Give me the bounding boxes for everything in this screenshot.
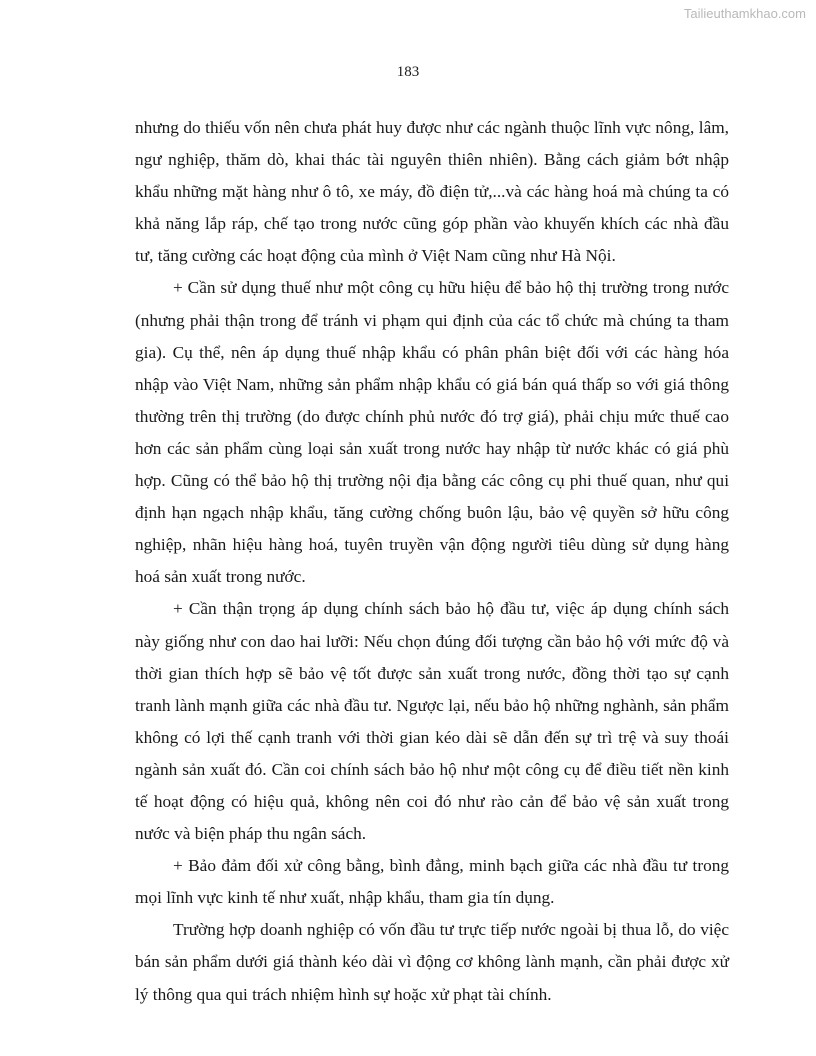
paragraph-tax-protection: + Cần sử dụng thuế như một công cụ hữu hiệu để bảo hộ thị trường trong nước (nhưng phải thận trong để tránh vi phạm qui định của các tổ chức mà chúng ta tham gia). Cụ thể, nên áp dụng thuế nhập khẩu có phân phân biệt đối với các hàng hóa nhập vào Việt Nam, những sản phẩm nhập khẩu có giá bán quá thấp so với giá thông thường trên thị trường (do được chính phủ nước đó trợ giá), phải chịu mức thuế cao hơn các sản phẩm cùng loại sản xuất trong nước hay nhập từ nước khác có giá phù hợp. Cũng có thể bảo hộ thị trường nội địa bằng các công cụ phi thuế quan, như qui định hạn ngạch nhập khẩu, tăng cường chống buôn lậu, bảo vệ quyền sở hữu công nghiệp, nhãn hiệu hàng hoá, tuyên truyền vận động người tiêu dùng sử dụng hàng hoá sản xuất trong nước. xyxy=(135,278,729,587)
paragraph-continuation: nhưng do thiếu vốn nên chưa phát huy được như các ngành thuộc lĩnh vực nông, lâm, ngư nghiệp, thăm dò, khai thác tài nguyên thiên nhiên). Bằng cách giảm bớt nhập khẩu những mặt hàng như ô tô, xe máy, đồ điện tử,...và các hàng hoá mà chúng ta có khả năng lắp ráp, chế tạo trong nước cũng góp phần vào khuyến khích các nhà đầu tư, tăng cường các hoạt động của mình ở Việt Nam cũng như Hà Nội. xyxy=(135,118,729,266)
paragraph-equal-treatment: + Bảo đảm đối xử công bằng, bình đẳng, minh bạch giữa các nhà đầu tư trong mọi lĩnh vực kinh tế như xuất, nhập khẩu, tham gia tín dụng. xyxy=(135,856,729,908)
paragraph-investment-protection: + Cần thận trọng áp dụng chính sách bảo hộ đầu tư, việc áp dụng chính sách này giống như con dao hai lưỡi: Nếu chọn đúng đối tượng cần bảo hộ với mức độ và thời gian thích hợp sẽ bảo vệ tốt được sản xuất trong nước, đồng thời tạo sự cạnh tranh lành mạnh giữa các nhà đầu tư. Ngược lại, nếu bảo hộ những nghành, sản phẩm không có lợi thế cạnh tranh với thời gian kéo dài sẽ dẫn đến sự trì trệ và suy thoái ngành sản xuất đó. Cần coi chính sách bảo hộ như một công cụ để điều tiết nền kinh tế hoạt động có hiệu quả, không nên coi đó như rào cản để bảo vệ sản xuất trong nước và biện pháp thu ngân sách. xyxy=(135,599,729,844)
watermark: Tailieuthamkhao.com xyxy=(683,6,806,21)
page-number: 183 xyxy=(396,64,420,80)
document-body xyxy=(135,112,729,1011)
paragraph-fdi-losses: Trường hợp doanh nghiệp có vốn đầu tư trực tiếp nước ngoài bị thua lỗ, do việc bán sản phẩm dưới giá thành kéo dài vì động cơ không lành mạnh, cần phải được xử lý thông qua qui trách nhiệm hình sự hoặc xử phạt tài chính. xyxy=(135,920,729,1004)
